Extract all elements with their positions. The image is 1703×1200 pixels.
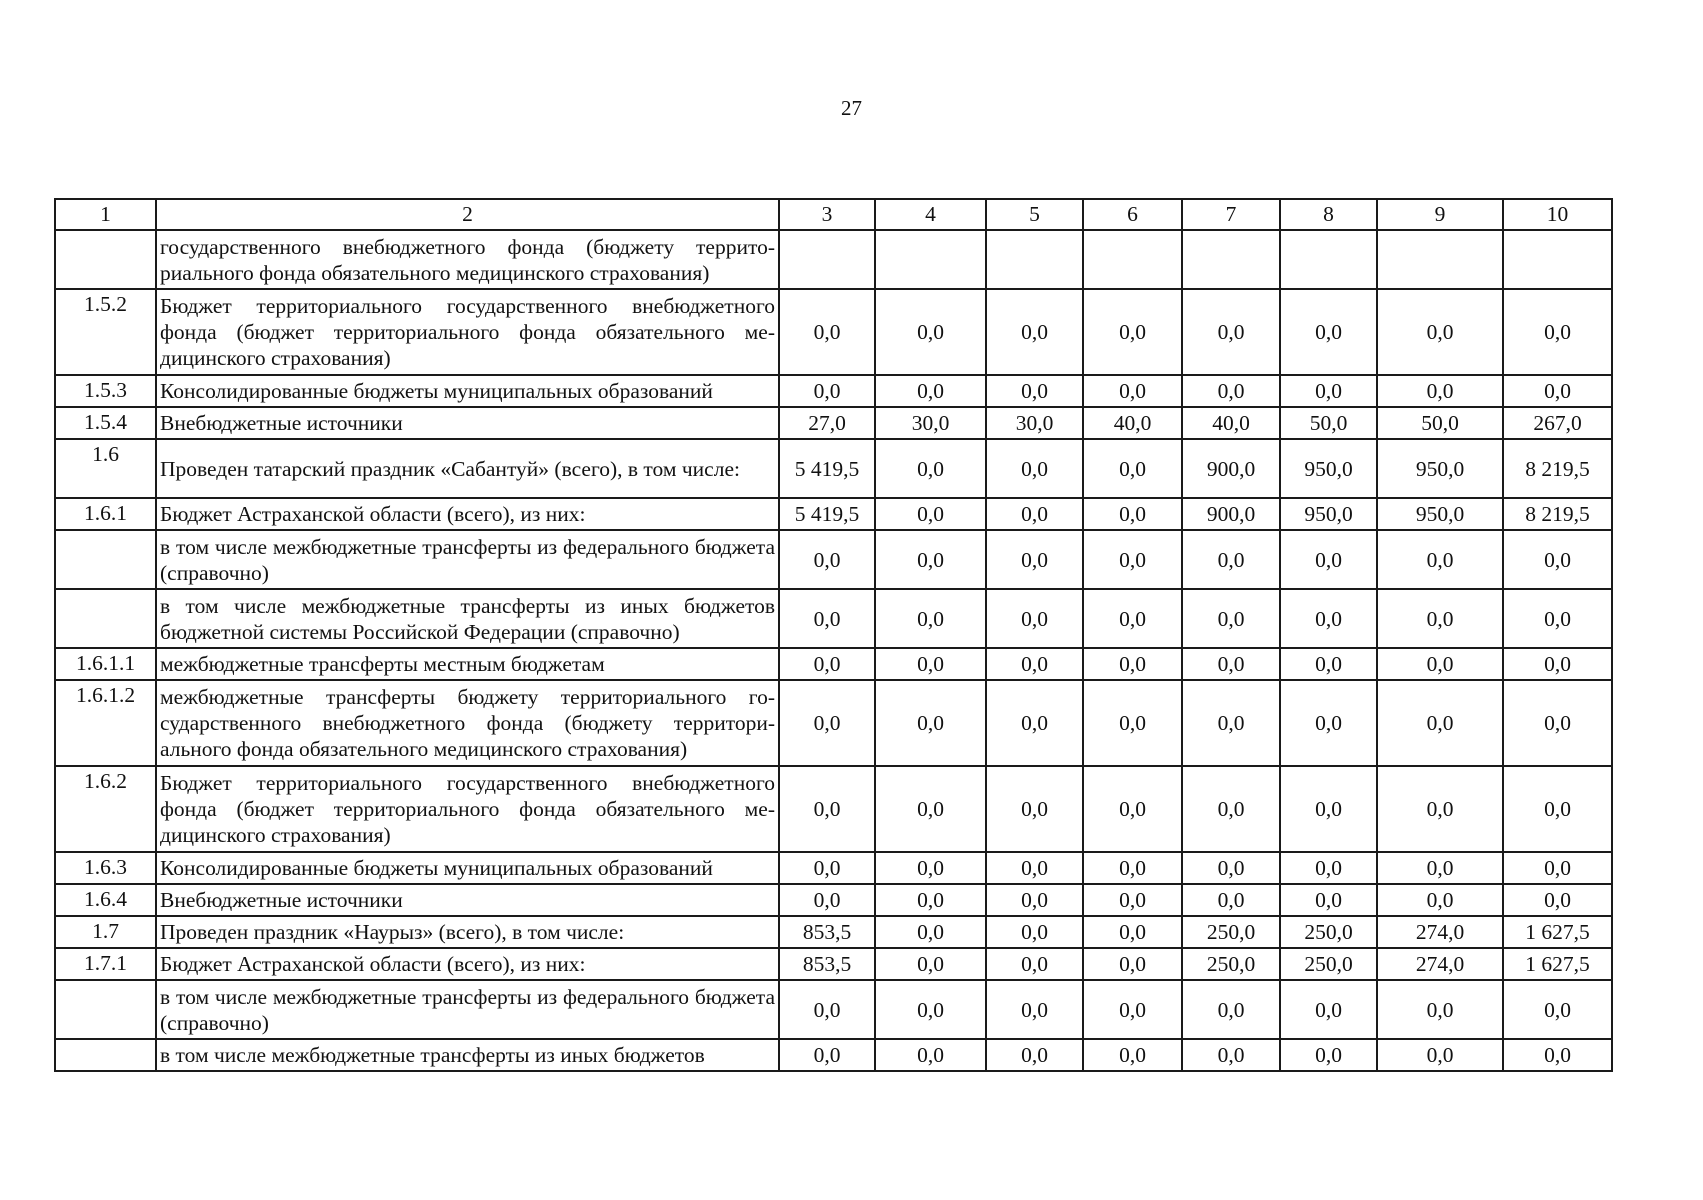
row-number-cell: 1.6.4 — [55, 884, 156, 916]
value-cell: 0,0 — [986, 1039, 1083, 1071]
value-cell: 0,0 — [1083, 916, 1182, 948]
value-cell: 0,0 — [1377, 375, 1503, 407]
value-cell: 0,0 — [875, 980, 986, 1039]
value-cell: 267,0 — [1503, 407, 1612, 439]
value-cell: 1 627,5 — [1503, 916, 1612, 948]
value-cell: 0,0 — [1280, 766, 1377, 852]
value-cell: 0,0 — [1503, 766, 1612, 852]
table-row — [55, 407, 1612, 439]
value-cell: 0,0 — [986, 884, 1083, 916]
budget-table — [54, 198, 1613, 1072]
value-cell: 0,0 — [779, 680, 875, 766]
row-number-cell: 1.6.1 — [55, 498, 156, 530]
table-row — [55, 852, 1612, 884]
value-cell: 0,0 — [1083, 766, 1182, 852]
row-number-cell: 1.6.2 — [55, 766, 156, 852]
column-header: 4 — [875, 199, 986, 230]
value-cell: 0,0 — [779, 980, 875, 1039]
column-header: 9 — [1377, 199, 1503, 230]
value-cell: 0,0 — [1083, 498, 1182, 530]
value-cell: 0,0 — [779, 375, 875, 407]
value-cell: 8 219,5 — [1503, 439, 1612, 498]
value-cell: 0,0 — [1377, 680, 1503, 766]
value-cell: 0,0 — [875, 648, 986, 680]
value-cell: 0,0 — [1083, 439, 1182, 498]
column-header: 3 — [779, 199, 875, 230]
table-row — [55, 439, 1612, 498]
table-row — [55, 948, 1612, 980]
row-number-cell — [55, 530, 156, 589]
value-cell: 0,0 — [1280, 648, 1377, 680]
value-cell: 0,0 — [1377, 884, 1503, 916]
value-cell: 0,0 — [1083, 648, 1182, 680]
table-row — [55, 916, 1612, 948]
value-cell: 0,0 — [1280, 980, 1377, 1039]
table-row — [55, 530, 1612, 589]
value-cell: 0,0 — [875, 289, 986, 375]
table-row — [55, 498, 1612, 530]
value-cell: 0,0 — [1377, 766, 1503, 852]
column-header: 1 — [55, 199, 156, 230]
row-name-cell: Проведен праздник «Наурыз» (всего), в том числе: — [156, 916, 779, 948]
row-name-cell: Бюджет территориального государственного внебюджетного фонда (бюджет территориального фонда обязательного ме-дицинского страхования) — [156, 289, 779, 375]
value-cell — [779, 230, 875, 289]
row-name-cell: в том числе межбюджетные трансферты из федерального бюджета (справочно) — [156, 530, 779, 589]
row-name-cell: Бюджет Астраханской области (всего), из них: — [156, 498, 779, 530]
table-row — [55, 980, 1612, 1039]
value-cell: 0,0 — [986, 948, 1083, 980]
value-cell: 0,0 — [875, 948, 986, 980]
value-cell: 950,0 — [1377, 439, 1503, 498]
value-cell: 0,0 — [1377, 1039, 1503, 1071]
value-cell: 50,0 — [1280, 407, 1377, 439]
value-cell: 0,0 — [986, 375, 1083, 407]
value-cell: 0,0 — [1377, 980, 1503, 1039]
row-number-cell: 1.6.1.1 — [55, 648, 156, 680]
value-cell: 0,0 — [986, 439, 1083, 498]
value-cell: 0,0 — [875, 852, 986, 884]
value-cell: 8 219,5 — [1503, 498, 1612, 530]
value-cell: 0,0 — [1503, 375, 1612, 407]
row-number-cell: 1.7.1 — [55, 948, 156, 980]
value-cell — [1280, 230, 1377, 289]
value-cell: 0,0 — [1503, 980, 1612, 1039]
value-cell: 1 627,5 — [1503, 948, 1612, 980]
column-header: 8 — [1280, 199, 1377, 230]
row-name-cell: государственного внебюджетного фонда (бюджету террито-риального фонда обязательного медицинского страхования) — [156, 230, 779, 289]
value-cell: 0,0 — [875, 1039, 986, 1071]
value-cell: 40,0 — [1182, 407, 1280, 439]
row-number-cell: 1.5.2 — [55, 289, 156, 375]
value-cell: 0,0 — [1503, 530, 1612, 589]
value-cell: 0,0 — [1182, 852, 1280, 884]
value-cell: 0,0 — [1503, 884, 1612, 916]
value-cell: 0,0 — [1083, 852, 1182, 884]
value-cell: 0,0 — [1083, 375, 1182, 407]
value-cell: 0,0 — [1503, 1039, 1612, 1071]
value-cell: 0,0 — [875, 375, 986, 407]
value-cell: 0,0 — [1083, 1039, 1182, 1071]
row-name-cell: Проведен татарский праздник «Сабантуй» (всего), в том числе: — [156, 439, 779, 498]
value-cell: 5 419,5 — [779, 439, 875, 498]
column-header: 10 — [1503, 199, 1612, 230]
value-cell: 0,0 — [1377, 589, 1503, 648]
table-header — [55, 199, 1612, 230]
value-cell: 0,0 — [1280, 852, 1377, 884]
row-number-cell: 1.5.3 — [55, 375, 156, 407]
header-row — [55, 199, 1612, 230]
value-cell: 950,0 — [1280, 498, 1377, 530]
column-header: 5 — [986, 199, 1083, 230]
value-cell: 0,0 — [875, 498, 986, 530]
value-cell: 0,0 — [1083, 884, 1182, 916]
value-cell: 0,0 — [779, 648, 875, 680]
value-cell: 50,0 — [1377, 407, 1503, 439]
value-cell: 0,0 — [1280, 680, 1377, 766]
value-cell: 250,0 — [1280, 948, 1377, 980]
row-number-cell: 1.5.4 — [55, 407, 156, 439]
row-number-cell: 1.6.1.2 — [55, 680, 156, 766]
value-cell: 950,0 — [1377, 498, 1503, 530]
value-cell: 5 419,5 — [779, 498, 875, 530]
value-cell: 0,0 — [986, 498, 1083, 530]
value-cell: 0,0 — [986, 680, 1083, 766]
value-cell: 0,0 — [779, 766, 875, 852]
value-cell: 274,0 — [1377, 948, 1503, 980]
value-cell: 0,0 — [1182, 766, 1280, 852]
column-header: 6 — [1083, 199, 1182, 230]
value-cell: 0,0 — [1377, 530, 1503, 589]
value-cell: 0,0 — [1083, 530, 1182, 589]
value-cell: 0,0 — [779, 530, 875, 589]
row-name-cell: межбюджетные трансферты бюджету территориального го-сударственного внебюджетного фонда (бюджету территори-ального фонда обязательного медицинского страхования) — [156, 680, 779, 766]
value-cell — [1083, 230, 1182, 289]
row-name-cell: Бюджет территориального государственного внебюджетного фонда (бюджет территориального фонда обязательного ме-дицинского страхования) — [156, 766, 779, 852]
value-cell: 274,0 — [1377, 916, 1503, 948]
value-cell: 0,0 — [1182, 589, 1280, 648]
value-cell: 30,0 — [875, 407, 986, 439]
row-number-cell — [55, 1039, 156, 1071]
value-cell: 950,0 — [1280, 439, 1377, 498]
value-cell: 0,0 — [1377, 648, 1503, 680]
value-cell: 40,0 — [1083, 407, 1182, 439]
value-cell: 0,0 — [986, 289, 1083, 375]
table-row — [55, 648, 1612, 680]
row-name-cell: Внебюджетные источники — [156, 407, 779, 439]
value-cell: 0,0 — [1280, 289, 1377, 375]
value-cell: 0,0 — [875, 439, 986, 498]
value-cell — [986, 230, 1083, 289]
value-cell — [1182, 230, 1280, 289]
value-cell: 0,0 — [779, 884, 875, 916]
row-name-cell: в том числе межбюджетные трансферты из иных бюджетов — [156, 1039, 779, 1071]
value-cell: 0,0 — [986, 766, 1083, 852]
value-cell: 0,0 — [1280, 884, 1377, 916]
value-cell: 0,0 — [1377, 289, 1503, 375]
value-cell: 0,0 — [986, 980, 1083, 1039]
row-number-cell — [55, 230, 156, 289]
row-number-cell: 1.7 — [55, 916, 156, 948]
value-cell: 0,0 — [1280, 1039, 1377, 1071]
value-cell: 0,0 — [1182, 530, 1280, 589]
value-cell: 0,0 — [1377, 852, 1503, 884]
value-cell: 0,0 — [1182, 1039, 1280, 1071]
row-number-cell — [55, 980, 156, 1039]
value-cell: 0,0 — [875, 766, 986, 852]
value-cell: 0,0 — [1083, 948, 1182, 980]
row-number-cell: 1.6 — [55, 439, 156, 498]
value-cell: 0,0 — [1280, 530, 1377, 589]
value-cell: 0,0 — [1280, 589, 1377, 648]
value-cell: 0,0 — [1182, 375, 1280, 407]
row-name-cell: Консолидированные бюджеты муниципальных образований — [156, 375, 779, 407]
row-name-cell: в том числе межбюджетные трансферты из федерального бюджета (справочно) — [156, 980, 779, 1039]
value-cell: 0,0 — [986, 852, 1083, 884]
table-row — [55, 289, 1612, 375]
value-cell: 0,0 — [1182, 289, 1280, 375]
value-cell: 0,0 — [1182, 884, 1280, 916]
value-cell: 853,5 — [779, 948, 875, 980]
value-cell: 0,0 — [875, 916, 986, 948]
value-cell: 250,0 — [1182, 948, 1280, 980]
row-name-cell: межбюджетные трансферты местным бюджетам — [156, 648, 779, 680]
value-cell: 0,0 — [1083, 589, 1182, 648]
value-cell: 27,0 — [779, 407, 875, 439]
table-row — [55, 680, 1612, 766]
value-cell: 0,0 — [875, 884, 986, 916]
table-body — [55, 230, 1612, 1071]
table-row — [55, 884, 1612, 916]
value-cell: 0,0 — [986, 589, 1083, 648]
value-cell: 0,0 — [986, 530, 1083, 589]
value-cell: 0,0 — [1083, 289, 1182, 375]
table-row — [55, 766, 1612, 852]
value-cell: 0,0 — [1182, 648, 1280, 680]
value-cell: 0,0 — [1182, 980, 1280, 1039]
value-cell: 0,0 — [1503, 289, 1612, 375]
row-name-cell: Внебюджетные источники — [156, 884, 779, 916]
value-cell: 0,0 — [986, 916, 1083, 948]
value-cell: 0,0 — [1280, 375, 1377, 407]
table-row — [55, 375, 1612, 407]
value-cell: 0,0 — [1083, 980, 1182, 1039]
column-header: 2 — [156, 199, 779, 230]
row-name-cell: в том числе межбюджетные трансферты из иных бюджетов бюджетной системы Российской Федерации (справочно) — [156, 589, 779, 648]
row-number-cell — [55, 589, 156, 648]
value-cell: 0,0 — [875, 589, 986, 648]
value-cell — [1503, 230, 1612, 289]
value-cell: 0,0 — [875, 680, 986, 766]
value-cell: 0,0 — [779, 852, 875, 884]
page-number: 27 — [841, 96, 862, 120]
value-cell: 30,0 — [986, 407, 1083, 439]
row-name-cell: Бюджет Астраханской области (всего), из них: — [156, 948, 779, 980]
value-cell — [875, 230, 986, 289]
value-cell: 0,0 — [1503, 852, 1612, 884]
value-cell: 0,0 — [1182, 680, 1280, 766]
row-name-cell: Консолидированные бюджеты муниципальных образований — [156, 852, 779, 884]
table-row — [55, 1039, 1612, 1071]
table-row — [55, 589, 1612, 648]
value-cell: 0,0 — [1503, 648, 1612, 680]
column-header: 7 — [1182, 199, 1280, 230]
value-cell: 250,0 — [1182, 916, 1280, 948]
value-cell: 0,0 — [875, 530, 986, 589]
value-cell: 0,0 — [779, 289, 875, 375]
value-cell: 0,0 — [986, 648, 1083, 680]
value-cell: 250,0 — [1280, 916, 1377, 948]
value-cell: 0,0 — [779, 1039, 875, 1071]
value-cell: 900,0 — [1182, 439, 1280, 498]
value-cell: 0,0 — [1083, 680, 1182, 766]
value-cell: 0,0 — [1503, 680, 1612, 766]
value-cell: 0,0 — [779, 589, 875, 648]
value-cell — [1377, 230, 1503, 289]
value-cell: 900,0 — [1182, 498, 1280, 530]
value-cell: 0,0 — [1503, 589, 1612, 648]
value-cell: 853,5 — [779, 916, 875, 948]
table-row — [55, 230, 1612, 289]
row-number-cell: 1.6.3 — [55, 852, 156, 884]
